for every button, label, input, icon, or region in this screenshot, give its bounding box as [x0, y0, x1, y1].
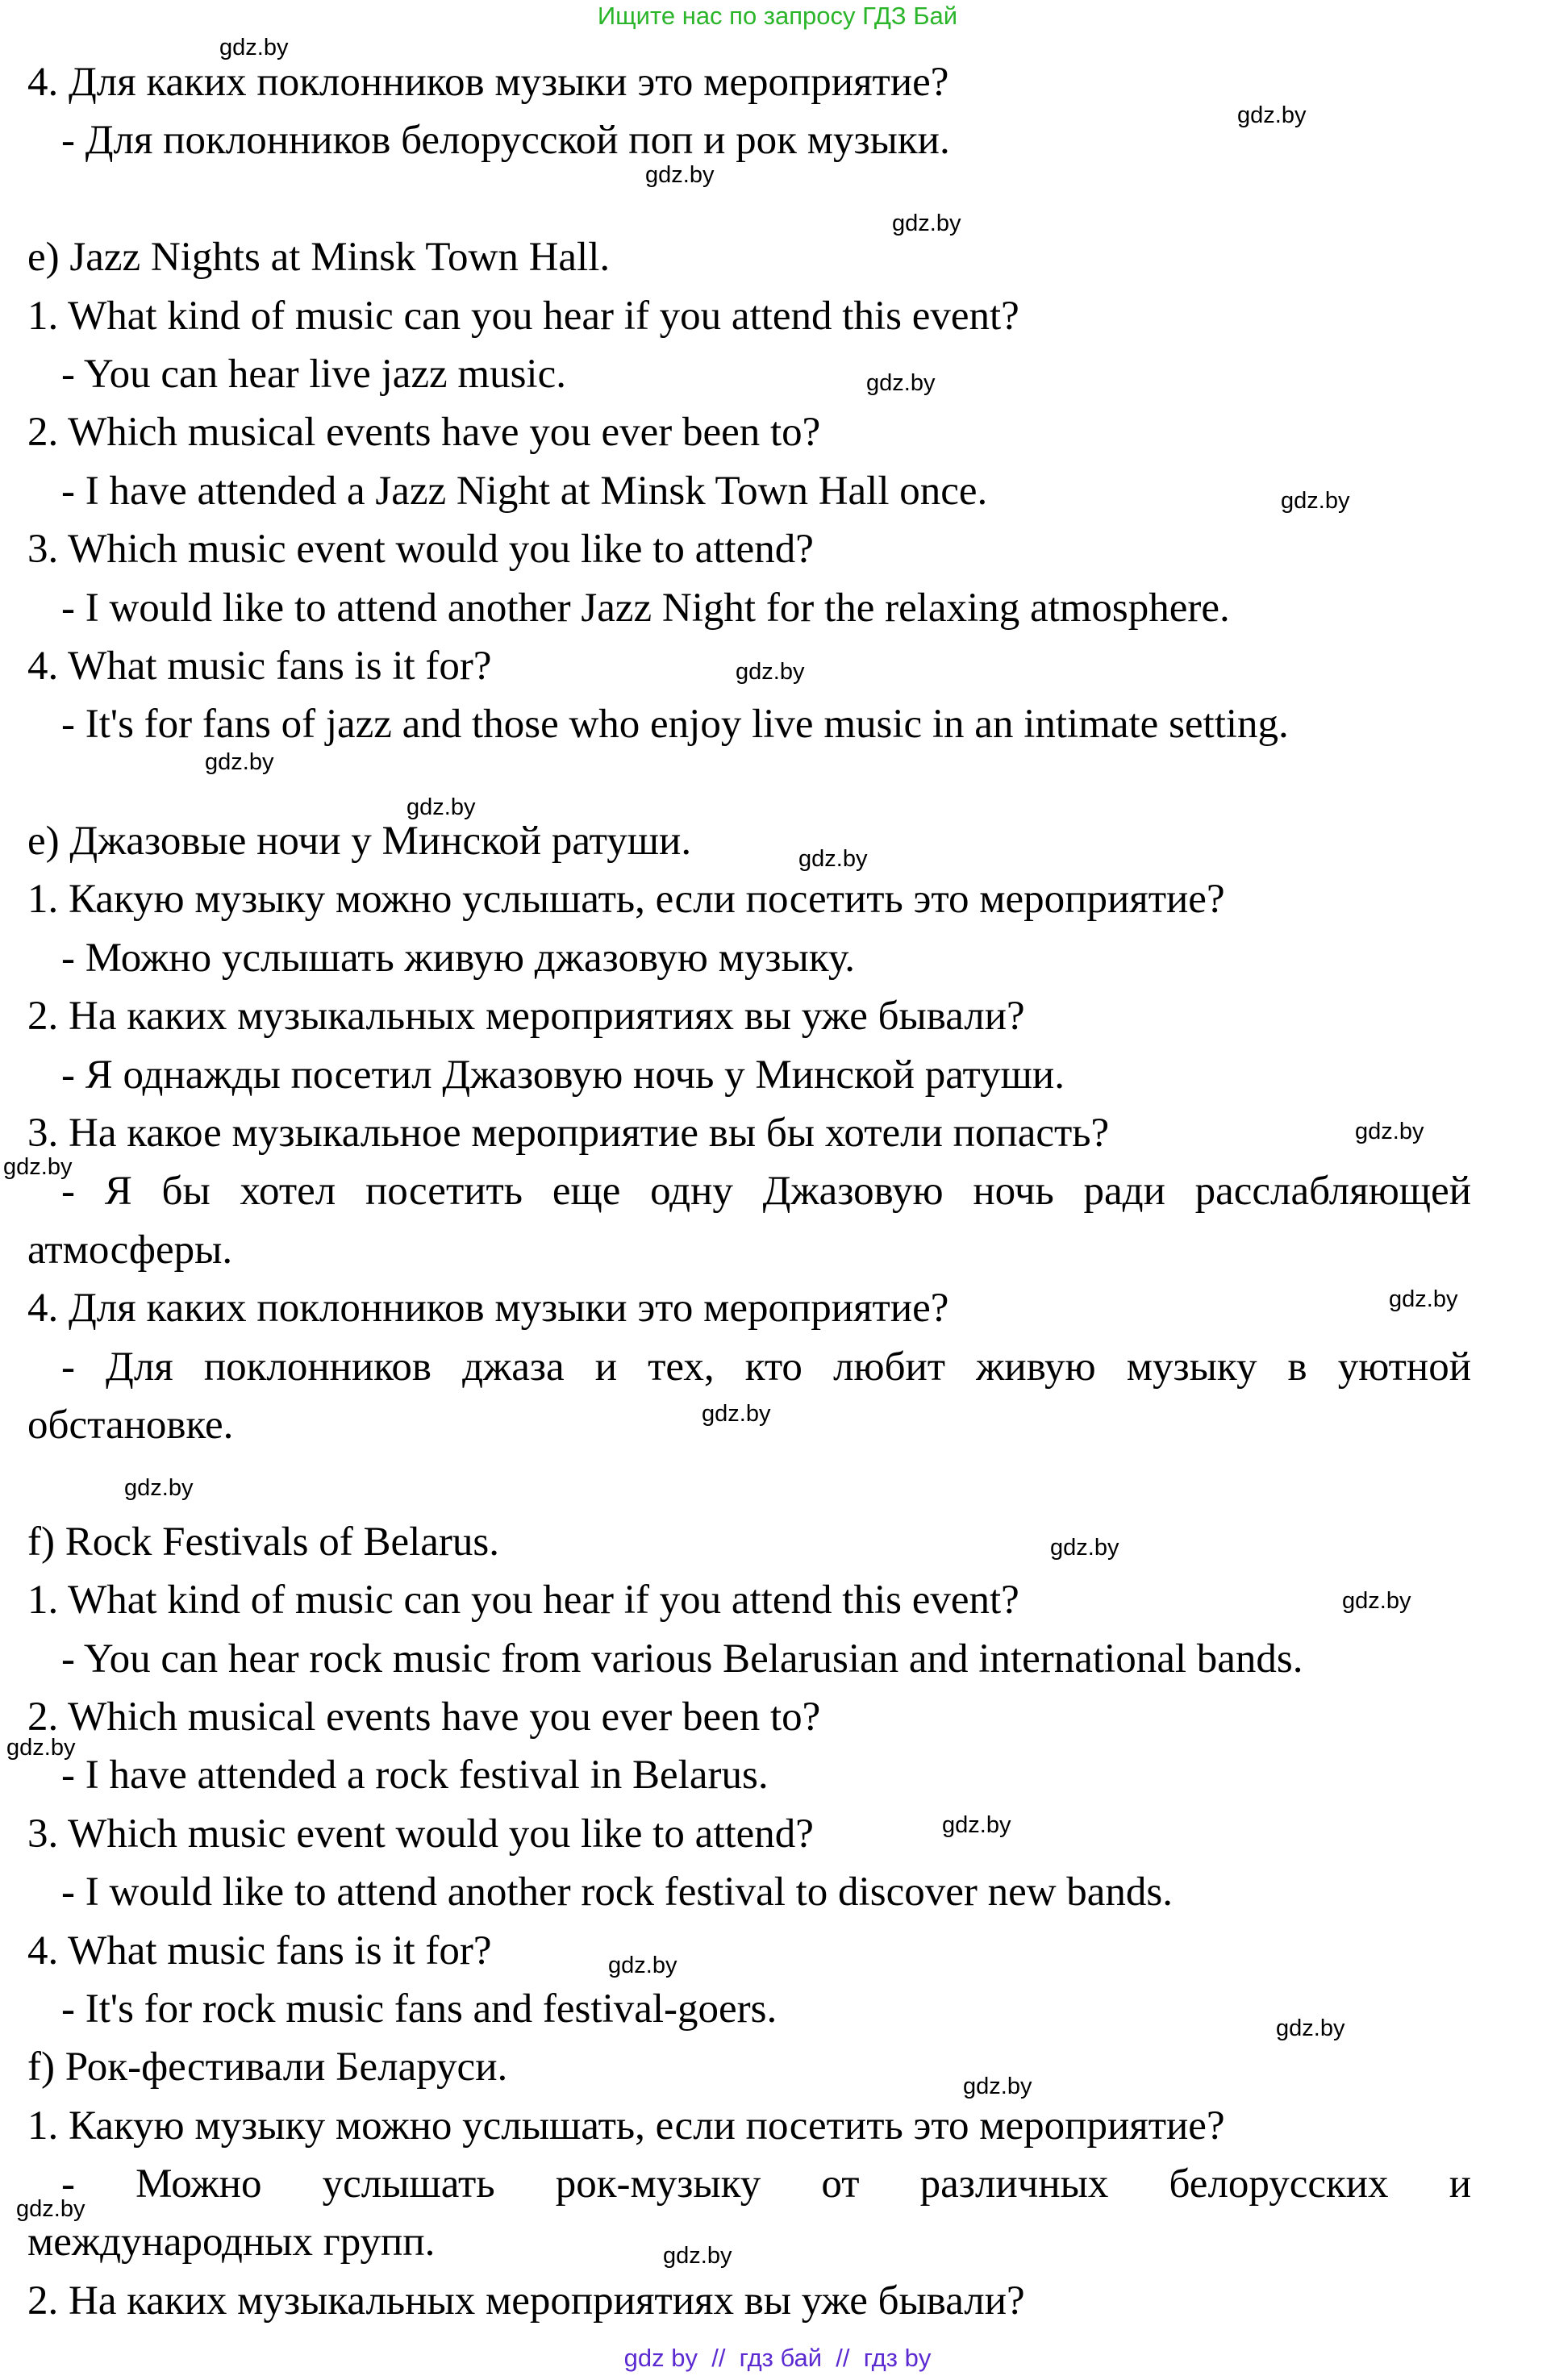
answer-line: - Можно услышать живую джазовую музыку.	[61, 935, 856, 981]
question-line: 1. Какую музыку можно услышать, если посетить это мероприятие?	[27, 2103, 1225, 2149]
answer-line: - Я однажды посетил Джазовую ночь у Минской ратуши.	[61, 1052, 1065, 1098]
answer-line: - Можно услышать рок-музыку от различных белорусских и	[61, 2161, 1471, 2207]
question-line: 1. What kind of music can you hear if you attend this event?	[27, 1578, 1019, 1623]
watermark-text: gdz.by	[608, 1953, 677, 1978]
answer-line: - It's for fans of jazz and those who enjoy live music in an intimate setting.	[61, 702, 1289, 748]
answer-line: - You can hear rock music from various Belarusian and international bands.	[61, 1636, 1303, 1682]
watermark-text: gdz.by	[1237, 102, 1307, 128]
watermark-text: gdz.by	[406, 794, 476, 820]
watermark-text: gdz.by	[205, 749, 274, 775]
watermark-text: gdz.by	[1389, 1286, 1458, 1312]
question-line: 2. На каких музыкальных мероприятиях вы уже бывали?	[27, 2278, 1025, 2324]
watermark-text: gdz.by	[3, 1154, 73, 1180]
question-line: 2. Which musical events have you ever been to?	[27, 410, 821, 456]
question-line: 4. What music fans is it for?	[27, 643, 492, 689]
answer-line: - Для поклонников белорусской поп и рок музыки.	[61, 118, 950, 164]
watermark-text: gdz.by	[702, 1401, 771, 1427]
answer-line: - I would like to attend another Jazz Night for the relaxing atmosphere.	[61, 585, 1230, 631]
document-body	[27, 53, 1471, 2330]
answer-line: - I would like to attend another rock festival to discover new bands.	[61, 1869, 1174, 1915]
watermark-text: gdz.by	[124, 1475, 194, 1501]
question-line: 4. Для каких поклонников музыки это мероприятие?	[27, 60, 949, 105]
watermark-text: gdz.by	[1281, 488, 1350, 514]
question-line: 3. Which music event would you like to attend?	[27, 527, 814, 573]
question-line: 2. На каких музыкальных мероприятиях вы уже бывали?	[27, 994, 1025, 1040]
blank-line	[27, 1454, 1471, 1512]
watermark-text: gdz.by	[219, 35, 289, 60]
answer-line: - It's for rock music fans and festival-goers.	[61, 1986, 778, 2032]
question-line: международных групп.	[27, 2220, 436, 2265]
watermark-text: gdz.by	[892, 210, 961, 236]
watermark-text: gdz.by	[663, 2243, 732, 2269]
watermark-text: gdz.by	[942, 1812, 1011, 1838]
question-line: 1. Какую музыку можно услышать, если посетить это мероприятие?	[27, 877, 1225, 923]
watermark-text: gdz.by	[866, 370, 936, 396]
section-heading: f) Rock Festivals of Belarus.	[27, 1519, 499, 1565]
watermark-text: gdz.by	[963, 2074, 1032, 2099]
watermark-text: gdz.by	[6, 1735, 76, 1761]
question-line: обстановке.	[27, 1402, 234, 1448]
answer-line: - You can hear live jazz music.	[61, 351, 566, 397]
section-heading: e) Джазовые ночи у Минской ратуши.	[27, 819, 692, 865]
blank-line	[27, 170, 1471, 228]
watermark-text: gdz.by	[645, 162, 715, 188]
watermark-text: gdz.by	[798, 846, 868, 872]
watermark-text: gdz.by	[16, 2196, 85, 2222]
question-line: 3. Which music event would you like to attend?	[27, 1811, 814, 1857]
watermark-text: gdz.by	[1342, 1588, 1411, 1614]
question-line: атмосферы.	[27, 1227, 233, 1273]
section-heading: f) Рок-фестивали Беларуси.	[27, 2044, 508, 2090]
answer-line: - Я бы хотел посетить еще одну Джазовую ночь ради расслабляющей	[61, 1169, 1471, 1215]
watermark-text: gdz.by	[1276, 2015, 1345, 2041]
question-line: 2. Which musical events have you ever been to?	[27, 1694, 821, 1740]
question-line: 1. What kind of music can you hear if you attend this event?	[27, 293, 1019, 339]
answer-line: - I have attended a rock festival in Belarus.	[61, 1753, 769, 1799]
question-line: 3. На какое музыкальное мероприятие вы бы хотели попасть?	[27, 1111, 1110, 1157]
watermark-text: gdz.by	[1355, 1119, 1424, 1144]
answer-line: - I have attended a Jazz Night at Minsk Town Hall once.	[61, 468, 988, 514]
question-line: 4. What music fans is it for?	[27, 1928, 492, 1974]
answer-line: - Для поклонников джаза и тех, кто любит живую музыку в уютной	[61, 1344, 1471, 1390]
section-heading: e) Jazz Nights at Minsk Town Hall.	[27, 235, 611, 281]
question-line: 4. Для каких поклонников музыки это мероприятие?	[27, 1286, 949, 1332]
watermark-text: gdz.by	[1050, 1535, 1119, 1561]
footer-links[interactable]: gdz by // гдз бай // гдз by	[623, 2344, 932, 2372]
watermark-text: gdz.by	[736, 659, 805, 685]
header-search-hint[interactable]: Ищите нас по запросу ГДЗ Бай	[597, 2, 958, 30]
